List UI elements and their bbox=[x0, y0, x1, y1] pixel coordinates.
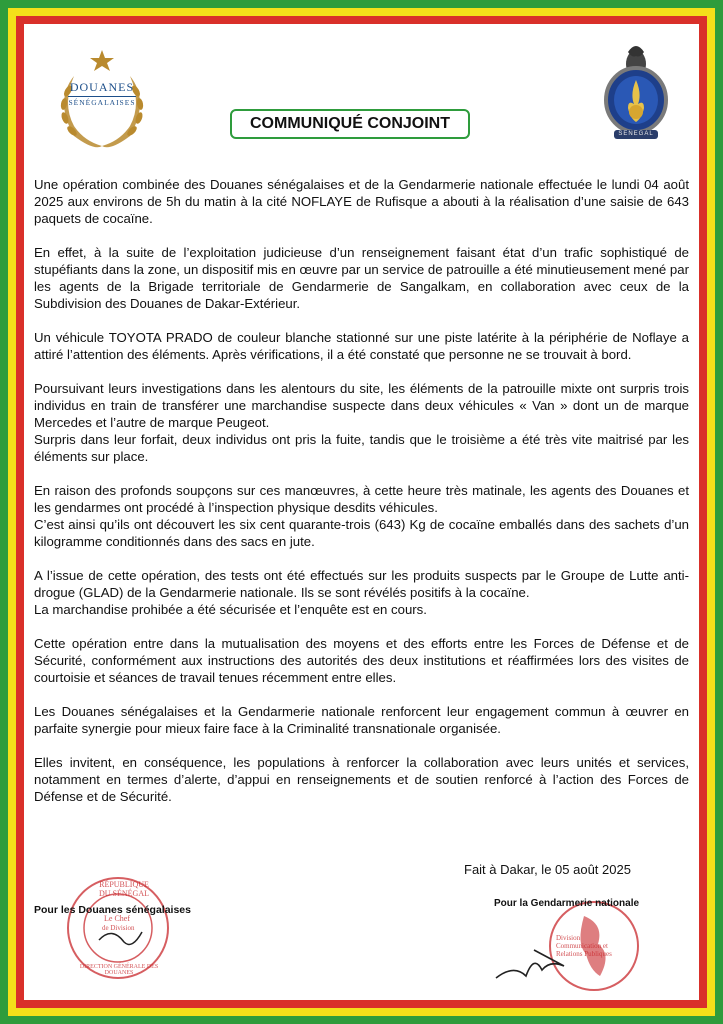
document-page bbox=[24, 24, 699, 1000]
emblem-ribbon-text: SENEGAL bbox=[618, 131, 654, 137]
paragraph: Un véhicule TOYOTA PRADO de couleur blanche stationné sur une piste latérite à la périphérie de Noflaye a attiré l’attention des éléments. Après vérifications, il a été constaté que personne ne se trouvait à bord. bbox=[34, 330, 689, 362]
paragraph: La marchandise prohibée a été sécurisée et l’enquête est en cours. bbox=[34, 602, 427, 617]
signature-scribble bbox=[496, 950, 564, 978]
paragraph: En raison des profonds soupçons sur ces manœuvres, à cette heure très matinale, les agents des Douanes et les gendarmes ont procédé à l’inspection physique desdits véhicules. bbox=[34, 483, 689, 515]
stamp-center-text-2: de Division bbox=[102, 924, 135, 932]
paragraph: En effet, à la suite de l’exploitation judicieuse d’un renseignement faisant état d’un trafic sophistiqué de stupéfiants dans la zone, un dispositif mis en œuvre par un service de patrouille a été minutieusement mené par les agents de la Brigade territoriale de Gendarmerie de Sangalkam, en collaboration avec ceux de la Subdivision des Douanes de Dakar-Extérieur. bbox=[34, 245, 689, 311]
gendarmerie-emblem bbox=[600, 42, 672, 152]
douanes-signatory-label: Pour les Douanes sénégalaises bbox=[34, 904, 191, 916]
paragraph: Surpris dans leur forfait, deux individus ont pris la fuite, tandis que le troisième a été très vite maitrisé par les éléments sur place. bbox=[34, 432, 689, 464]
paragraph: Elles invitent, en conséquence, les populations à renforcer la collaboration avec leurs unités et services, notamment en termes d’alerte, d’appui en renseignements et de soutien renforcé à l’action des Forces de Défense et de Sécurité. bbox=[34, 755, 689, 804]
douanes-sub: SÉNÉGALAISES bbox=[68, 98, 136, 107]
gendarmerie-stamp bbox=[494, 894, 644, 994]
stamp-outer-text: RÉPUBLIQUE DU SÉNÉGAL bbox=[99, 880, 149, 898]
date-line: Fait à Dakar, le 05 août 2025 bbox=[464, 862, 631, 877]
star-icon bbox=[90, 50, 114, 71]
communique-body bbox=[34, 176, 689, 822]
paragraph: C’est ainsi qu’ils ont découvert les six cent quarante-trois (643) Kg de cocaïne emballés dans des sachets d’un kilogramme conditionnés dans des sacs en jute. bbox=[34, 517, 689, 549]
douanes-name: DOUANES bbox=[69, 80, 135, 94]
douanes-logo bbox=[44, 46, 160, 156]
stamp-right-text: Division Communication et Relations Publiques bbox=[556, 934, 612, 958]
signature-scribble bbox=[99, 932, 142, 944]
stamp-bottom-text: DIRECTION GÉNÉRALE DES DOUANES bbox=[79, 964, 159, 976]
gendarmerie-signatory-label: Pour la Gendarmerie nationale bbox=[494, 898, 640, 909]
douanes-wordmark bbox=[62, 80, 142, 107]
paragraph: Cette opération entre dans la mutualisation des moyens et des efforts entre les Forces de Défense et de Sécurité, conformément aux instructions des autorités des deux institutions et réaffirmées lors des visites de courtoisie et séances de travail tenues récemment entre elles. bbox=[34, 636, 689, 685]
paragraph: Poursuivant leurs investigations dans les alentours du site, les éléments de la patrouille mixte ont surpris trois individus en train de transférer une marchandise suspecte dans deux véhicules « Van » dont un de marque Mercedes et l’autre de marque Peugeot. bbox=[34, 381, 689, 430]
paragraph: A l’issue de cette opération, des tests ont été effectués sur les produits suspects par le Groupe de Lutte anti-drogue (GLAD) de la Gendarmerie nationale. Ils se sont révélés positifs à la cocaïne. bbox=[34, 568, 689, 600]
paragraph: Une opération combinée des Douanes sénégalaises et de la Gendarmerie nationale effectuée le lundi 04 août 2025 aux environs de 5h du matin à la cité NOFLAYE de Rufisque a abouti à la réalisation d’une saisie de 643 paquets de cocaïne. bbox=[34, 177, 689, 226]
communique-title: COMMUNIQUÉ CONJOINT bbox=[230, 109, 470, 139]
douanes-stamp bbox=[64, 874, 172, 982]
stamp-center-text: Le Chef bbox=[104, 914, 130, 923]
paragraph: Les Douanes sénégalaises et la Gendarmerie nationale renforcent leur engagement commun à œuvrer en parfaite synergie pour mieux faire face à la Criminalité transnationale organisée. bbox=[34, 704, 689, 736]
